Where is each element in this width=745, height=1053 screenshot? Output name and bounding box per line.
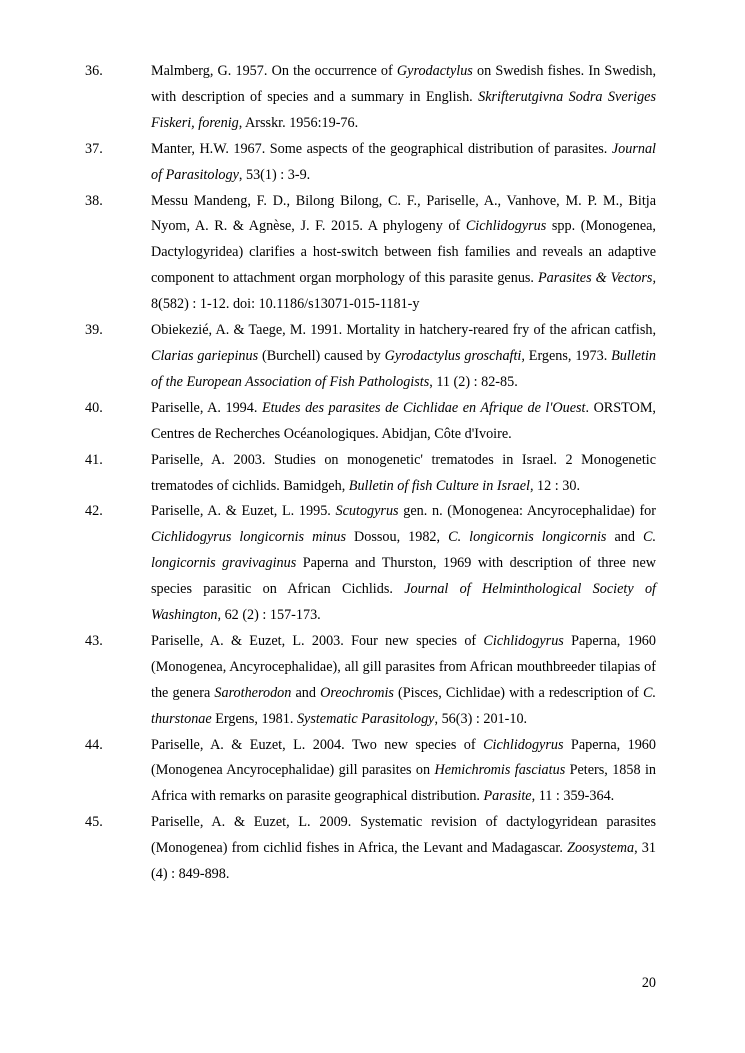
- reference-italic-segment: C. longicornis longicornis: [448, 529, 607, 546]
- reference-italic-segment: C. thurstonae: [151, 684, 656, 727]
- reference-segment: , 11 : 359-364.: [531, 788, 615, 805]
- reference-segment: Paperna, 1960 (Monogenea Ancyrocephalidae) gill parasites on: [151, 736, 656, 779]
- reference-segment: , 53(1) : 3-9.: [238, 166, 311, 183]
- reference-italic-segment: Parasites & Vectors,: [538, 270, 656, 287]
- reference-segment: Dossou, 1982,: [345, 529, 449, 546]
- reference-italic-segment: Journal of Parasitology: [151, 140, 656, 183]
- reference-item: [85, 189, 656, 319]
- reference-text: [151, 400, 656, 442]
- reference-segment: , 11 (2) : 82-85.: [429, 373, 518, 390]
- reference-segment: Paperna and Thurston, 1969 with description of three new species parasitic on African Cichlids.: [151, 555, 656, 598]
- reference-number: 44.: [85, 736, 103, 753]
- reference-text: [151, 503, 656, 623]
- reference-segment: (Pisces, Cichlidae) with a redescription of: [393, 684, 643, 701]
- reference-segment: Paperna, 1960 (Monogenea, Ancyrocephalidae), all gill parasites from African mouthbreeder tilapias of the genera: [151, 632, 656, 701]
- reference-item: [85, 59, 656, 137]
- reference-segment: , 56(3) : 201-10.: [434, 710, 528, 727]
- reference-number: 43.: [85, 632, 103, 649]
- reference-segment: and: [291, 684, 321, 701]
- reference-segment: Pariselle, A. & Euzet, L. 2004. Two new species of: [151, 736, 484, 753]
- reference-segment: Pariselle, A. & Euzet, L. 2003. Four new species of: [151, 632, 484, 649]
- reference-italic-segment: C. longicornis gravivaginus: [151, 529, 656, 572]
- reference-italic-segment: Cichlidogyrus: [465, 218, 547, 235]
- reference-text: [151, 322, 656, 390]
- reference-italic-segment: Bulletin of the European Association of Fish Pathologists: [151, 347, 657, 390]
- reference-item: [85, 810, 656, 888]
- reference-segment: , 31 (4) : 849-898.: [151, 840, 656, 883]
- reference-segment: Messu Mandeng, F. D., Bilong Bilong, C. F., Pariselle, A., Vanhove, M. P. M., Bitja Nyom, A. R. & Agnèse, J. F. 2015. A phylogeny of: [151, 192, 656, 235]
- reference-italic-segment: Parasite: [483, 788, 532, 805]
- reference-italic-segment: Etudes des parasites de Cichlidae en Afrique de l'Ouest: [261, 399, 586, 416]
- reference-segment: Obiekezié, A. & Taege, M. 1991. Mortality in hatchery-reared fry of the african catfish,: [151, 322, 656, 339]
- reference-segment: Pariselle, A. & Euzet, L. 2009. Systematic revision of dactylogyridean parasites (Monogenea) from cichlid fishes in Africa, the Levant and Madagascar.: [151, 814, 656, 857]
- reference-italic-segment: Clarias gariepinus: [151, 347, 259, 364]
- reference-italic-segment: Gyrodactylus: [396, 63, 473, 79]
- reference-list: [85, 59, 657, 888]
- reference-segment: on Swedish fishes. In Swedish, with description of species and a summary in English.: [151, 63, 656, 105]
- reference-number: 37.: [85, 140, 103, 157]
- reference-segment: Malmberg, G. 1957. On the occurrence of: [151, 63, 397, 79]
- reference-italic-segment: Cichlidogyrus: [483, 736, 564, 753]
- reference-segment: , 12 : 30.: [529, 477, 581, 494]
- reference-italic-segment: Sarotherodon: [214, 684, 292, 701]
- reference-segment: Pariselle, A. 1994.: [151, 399, 262, 416]
- reference-item: [85, 396, 656, 448]
- reference-number: 38.: [85, 192, 103, 209]
- reference-text: [151, 737, 656, 805]
- reference-text: [151, 814, 656, 882]
- reference-italic-segment: Oreochromis: [320, 684, 394, 701]
- reference-item: [85, 318, 657, 396]
- reference-segment: and: [606, 529, 643, 546]
- reference-item: [85, 448, 656, 500]
- reference-italic-segment: Journal of Helminthological Society of Washington: [151, 581, 656, 624]
- reference-number: 45.: [85, 814, 103, 831]
- reference-text: [151, 452, 656, 494]
- reference-number: 40.: [85, 399, 103, 416]
- reference-segment: , Arsskr. 1956:19-76.: [238, 114, 359, 131]
- reference-item: [85, 137, 656, 189]
- reference-number: 36.: [85, 63, 103, 79]
- reference-item: [85, 733, 656, 811]
- reference-italic-segment: Cichlidogyrus: [483, 632, 564, 649]
- reference-text: [151, 141, 656, 183]
- reference-text: [151, 633, 656, 727]
- reference-segment: spp. (Monogenea, Dactylogyridea) clarifies a host-switch between fish families and reveals an adaptive component to attachment organ morphology of this parasite genus.: [151, 218, 656, 287]
- reference-italic-segment: Cichlidogyrus longicornis minus: [151, 529, 346, 546]
- reference-segment: Manter, H.W. 1967. Some aspects of the geographical distribution of parasites.: [151, 140, 612, 157]
- reference-segment: . ORSTOM, Centres de Recherches Océanologiques. Abidjan, Côte d'Ivoire.: [151, 399, 656, 442]
- reference-number: 42.: [85, 503, 103, 520]
- reference-segment: , 62 (2) : 157-173.: [217, 607, 321, 624]
- reference-segment: 8(582) : 1-12. doi: 10.1186/s13071-015-1181-y: [151, 296, 420, 313]
- reference-segment: Pariselle, A. & Euzet, L. 1995.: [151, 503, 336, 520]
- reference-segment: Pariselle, A. 2003. Studies on monogenetic' trematodes in Israel. 2 Monogenetic trematodes of cichlids. Bamidgeh,: [151, 451, 656, 494]
- reference-italic-segment: Bulletin of fish Culture in Israel: [348, 477, 530, 494]
- reference-item: [85, 629, 656, 733]
- reference-segment: gen. n. (Monogenea: Ancyrocephalidae) for: [398, 503, 656, 520]
- page-number: 20: [641, 975, 656, 991]
- reference-segment: Peters, 1858 in Africa with remarks on parasite geographical distribution.: [151, 762, 656, 805]
- reference-segment: (Burchell) caused by: [258, 347, 385, 364]
- reference-italic-segment: Systematic Parasitology: [296, 710, 435, 727]
- reference-italic-segment: Gyrodactylus groschafti,: [384, 347, 525, 364]
- reference-italic-segment: Hemichromis fasciatus: [434, 762, 566, 779]
- reference-segment: Ergens, 1981.: [211, 710, 297, 727]
- reference-italic-segment: Skrifterutgivna Sodra Sveriges Fiskeri, forenig: [151, 88, 656, 131]
- reference-item: [85, 499, 656, 629]
- reference-text: [151, 193, 656, 313]
- reference-segment: Ergens, 1973.: [524, 347, 612, 364]
- reference-text: [151, 63, 656, 131]
- reference-italic-segment: Scutogyrus: [335, 503, 399, 520]
- reference-italic-segment: Zoosystema: [567, 840, 635, 857]
- reference-number: 39.: [85, 322, 103, 339]
- reference-number: 41.: [85, 451, 103, 468]
